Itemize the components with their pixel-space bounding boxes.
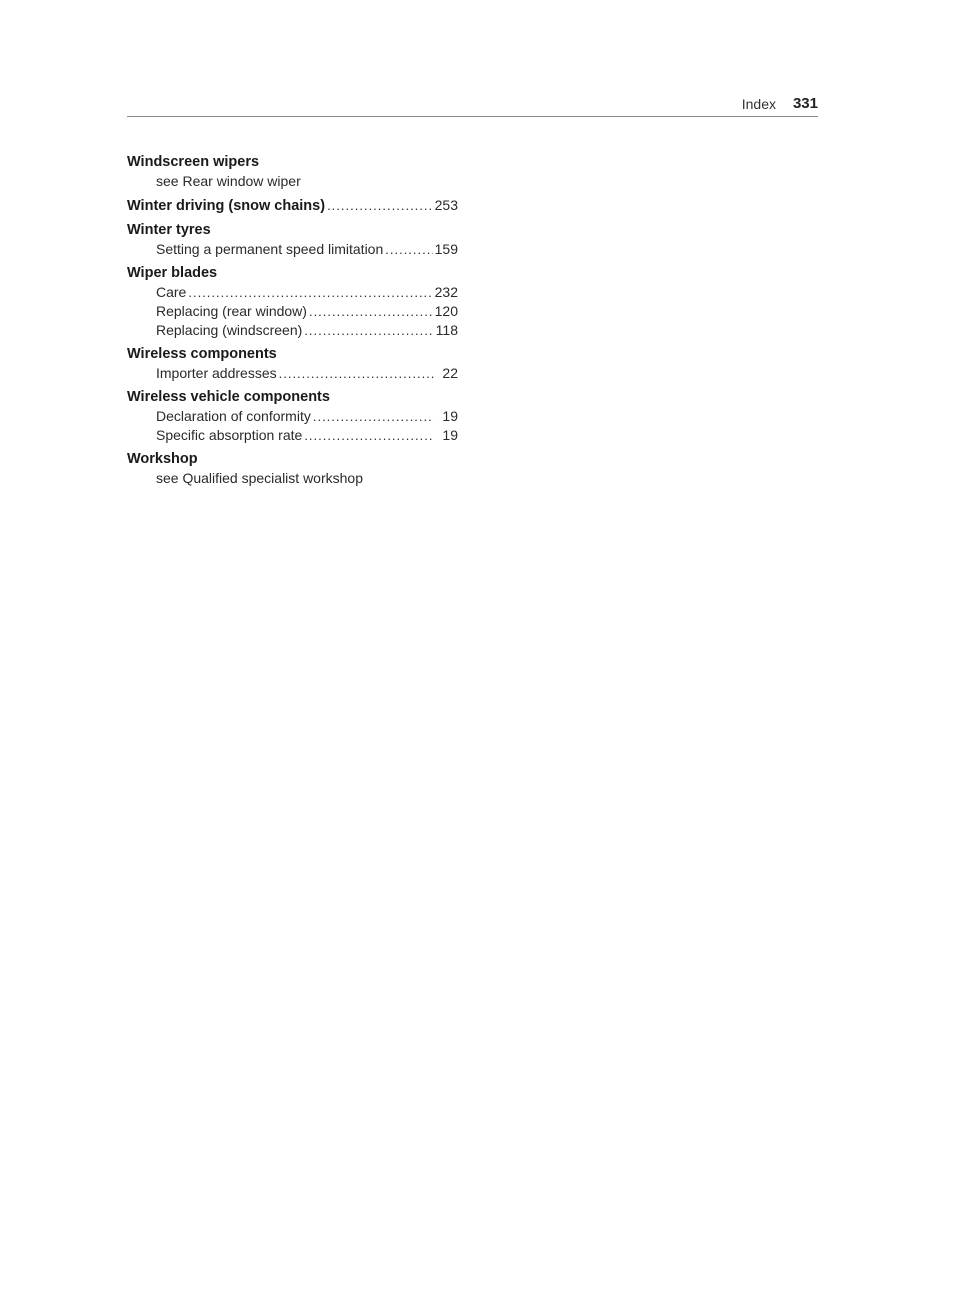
entry-heading-label: Wireless components	[127, 346, 277, 362]
section-title: Index	[741, 96, 776, 112]
sub-entry-label: Importer addresses	[156, 365, 277, 381]
dot-leader	[327, 196, 433, 216]
index-entry-wiper-blades	[127, 263, 458, 340]
see-reference-link[interactable]: see Qualified specialist workshop	[156, 470, 363, 486]
page-reference: 232	[434, 284, 458, 300]
see-reference-link[interactable]: see Rear window wiper	[156, 173, 301, 189]
index-entry-workshop	[127, 449, 458, 488]
sub-entry[interactable]	[127, 302, 458, 321]
sub-entry[interactable]	[127, 407, 458, 426]
page-reference: 253	[434, 197, 458, 213]
entry-heading-label: Winter tyres	[127, 222, 211, 238]
sub-entry-label: Care	[156, 284, 187, 300]
dot-leader	[385, 240, 432, 259]
index-column	[127, 152, 458, 492]
sub-entry-label: Replacing (windscreen)	[156, 322, 303, 338]
page-reference: 159	[434, 241, 458, 257]
entry-heading	[127, 195, 458, 216]
entry-heading	[127, 152, 458, 172]
page-reference: 19	[442, 427, 458, 443]
entry-heading-label: Winter driving (snow chains)	[127, 198, 326, 214]
index-entry-winter-driving[interactable]	[127, 195, 458, 216]
dot-leader	[279, 364, 434, 383]
index-entry-winter-tyres	[127, 220, 458, 259]
entry-heading-label: Windscreen wipers	[127, 154, 260, 170]
sub-entry[interactable]	[127, 426, 458, 445]
index-entry-wireless-components	[127, 344, 458, 383]
dot-leader	[304, 426, 434, 445]
entry-heading-label: Wireless vehicle components	[127, 389, 330, 405]
dot-leader	[304, 321, 433, 340]
entry-heading	[127, 387, 458, 407]
sub-entry-label: Specific absorption rate	[156, 427, 303, 443]
sub-entry-label: Setting a permanent speed limitation	[156, 241, 384, 257]
page-header	[127, 96, 818, 117]
dot-leader	[188, 283, 432, 302]
entry-heading-label: Wiper blades	[127, 265, 218, 281]
page-number: 331	[792, 95, 818, 112]
index-entry-windscreen-wipers	[127, 152, 458, 191]
sub-entry[interactable]	[127, 364, 458, 383]
page-reference: 118	[435, 322, 458, 338]
entry-heading	[127, 263, 458, 283]
sub-entry-label: Replacing (rear window)	[156, 303, 307, 319]
page-reference: 19	[442, 408, 458, 424]
dot-leader	[313, 407, 434, 426]
sub-entry-label: Declaration of conformity	[156, 408, 311, 424]
sub-entry[interactable]	[127, 321, 458, 340]
entry-heading	[127, 220, 458, 240]
index-entry-wireless-vehicle-components	[127, 387, 458, 445]
page-reference: 120	[434, 303, 458, 319]
dot-leader	[309, 302, 433, 321]
page-reference: 22	[442, 365, 458, 381]
sub-entry[interactable]	[127, 283, 458, 302]
entry-heading-label: Workshop	[127, 451, 198, 467]
entry-heading	[127, 449, 458, 469]
sub-entry[interactable]	[127, 240, 458, 259]
entry-heading	[127, 344, 458, 364]
